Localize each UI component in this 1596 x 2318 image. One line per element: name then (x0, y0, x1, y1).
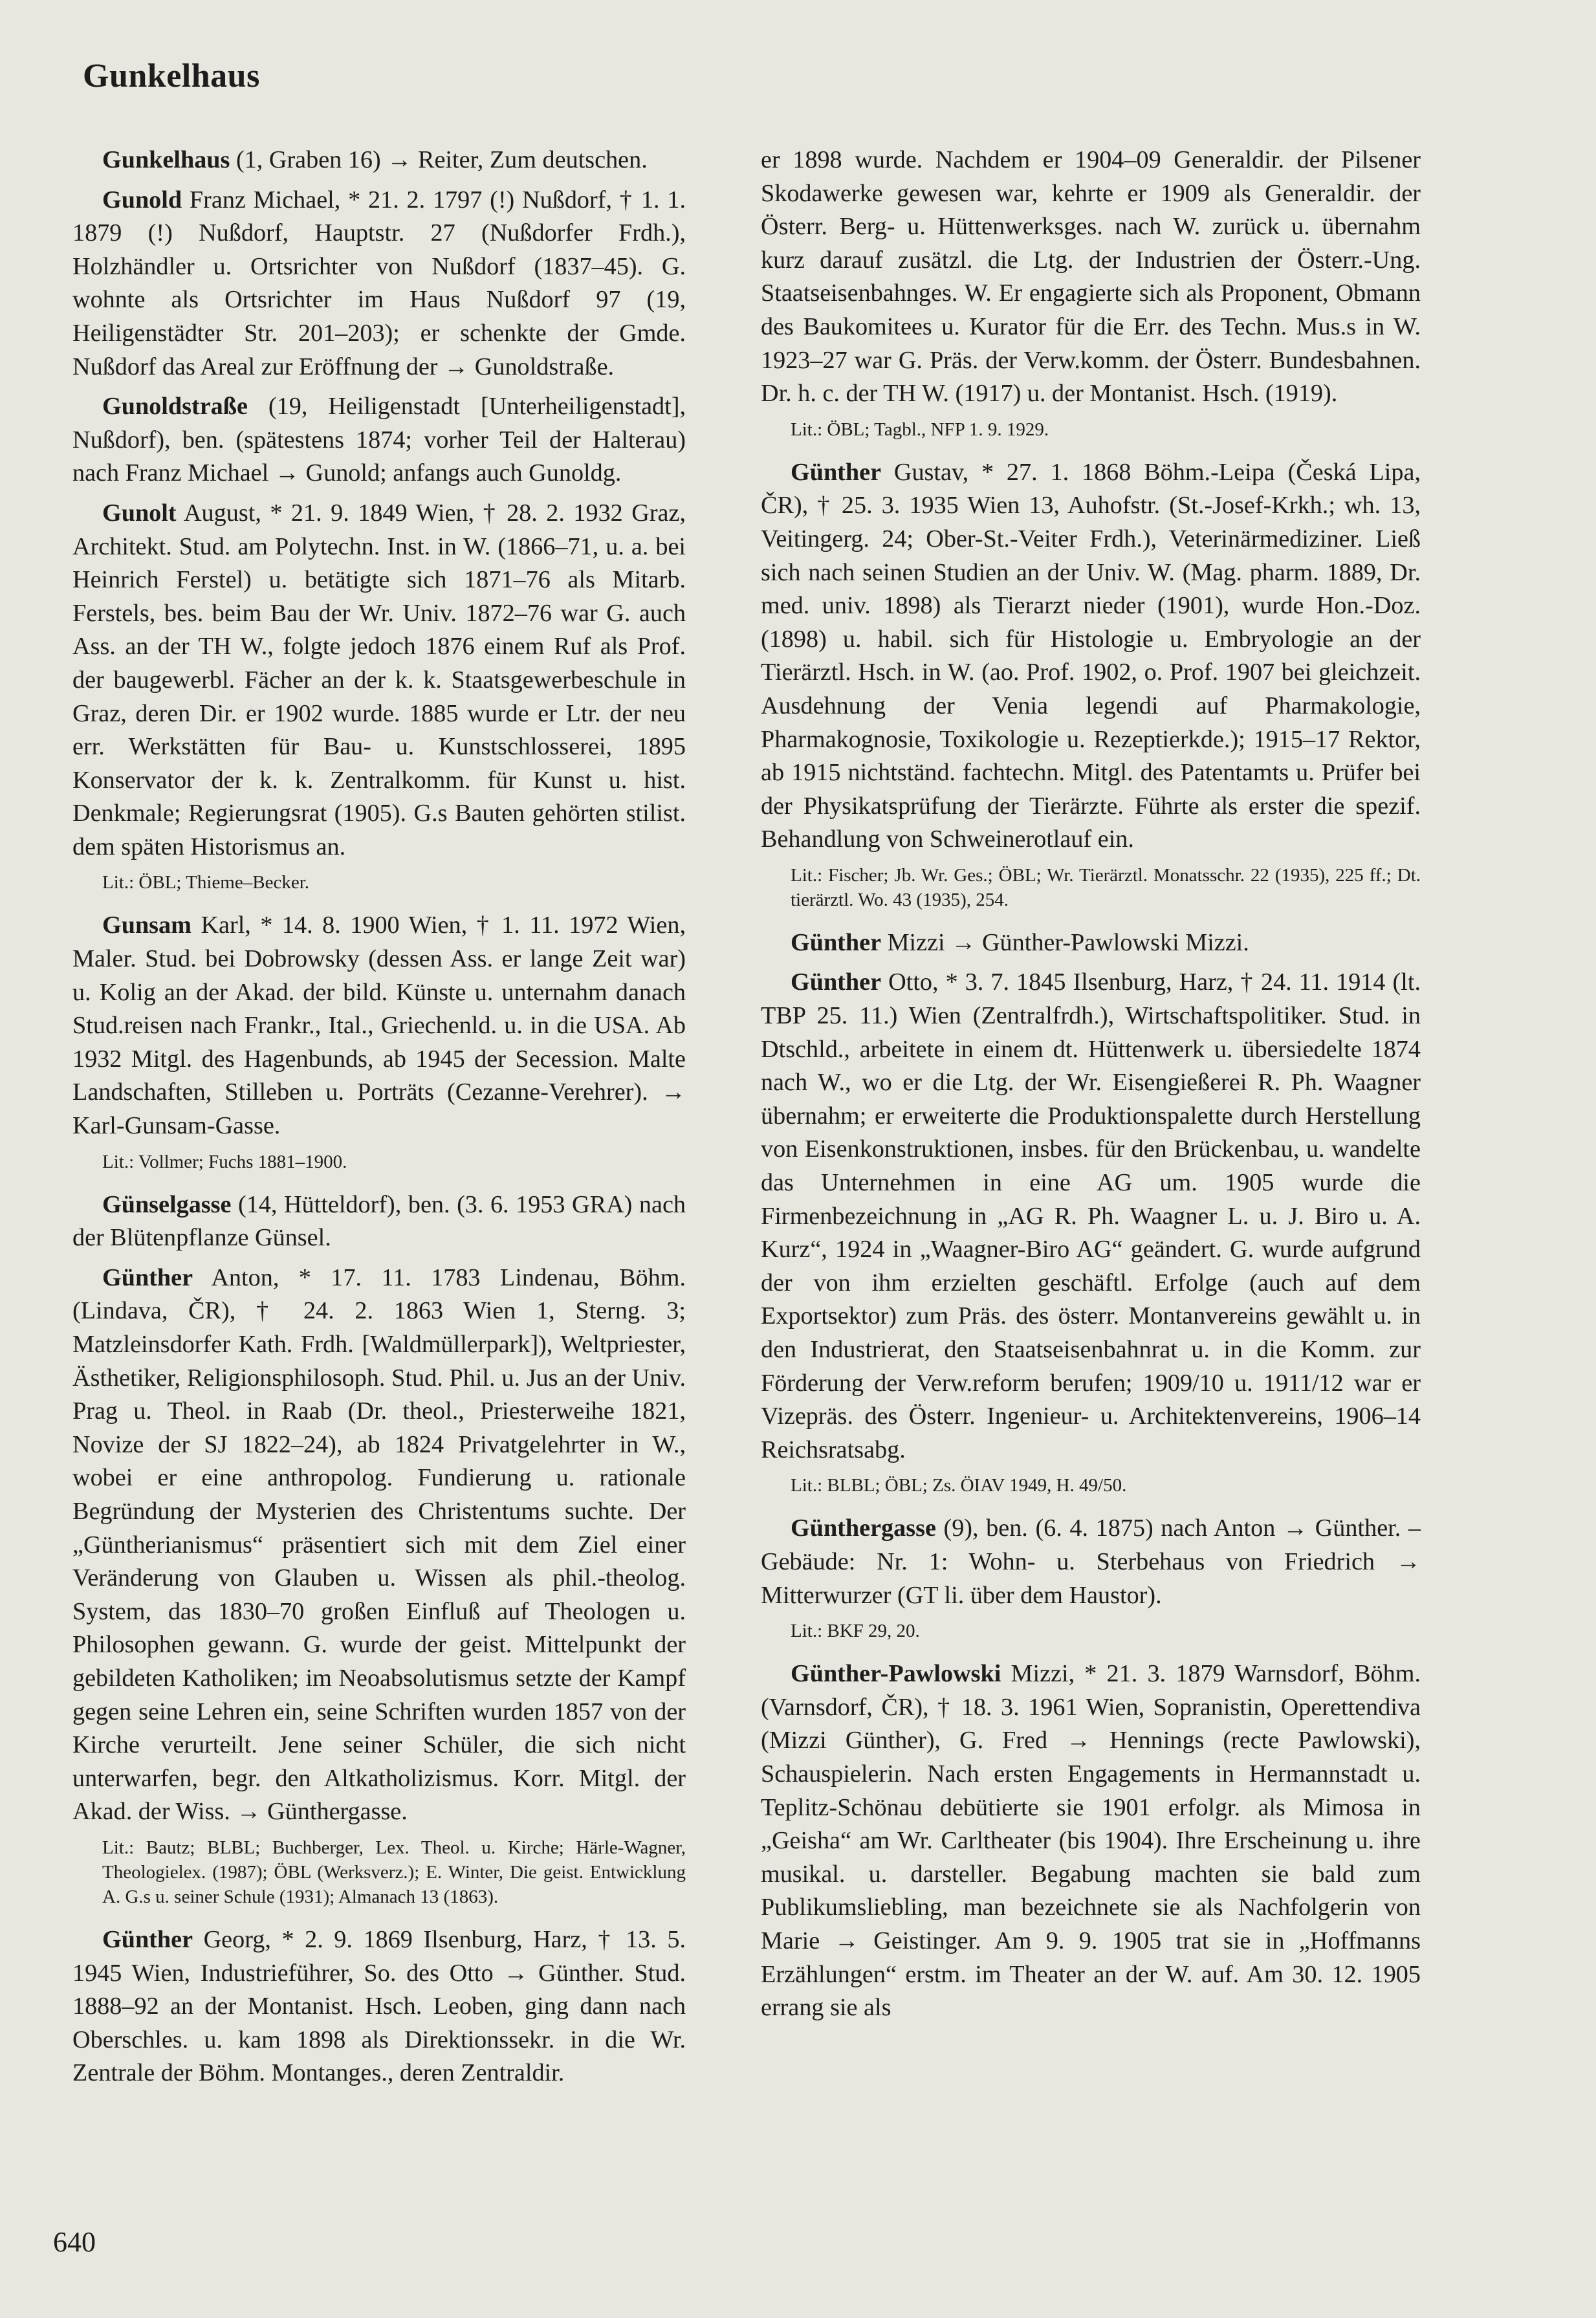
entry-guenther-otto (761, 966, 1421, 1467)
entry-text: Karl, * 14. 8. 1900 Wien, † 1. 11. 1972 Wien, Maler. Stud. bei Dobrowsky (dessen Ass. er lange Zeit war) u. Kolig an der Akad. der bild. Künste u. unternahm danach Stud.reisen nach Frankr., Ital., Griechenld. u. in die USA. Ab 1932 Mitgl. des Hagenbunds, ab 1945 der Secession. Malte Landschaften, Stilleben u. Porträts (Cezanne-Verehrer). → Karl-Gunsam-Gasse. (72, 912, 686, 1140)
entry-guenther-georg (72, 1923, 686, 2090)
entry-guenther-georg-continued (761, 144, 1421, 411)
literature-note: Lit.: Fischer; Jb. Wr. Ges.; ÖBL; Wr. Tierärztl. Monatsschr. 22 (1935), 225 ff.; Dt. tierärztl. Wo. 43 (1935), 254. (791, 864, 1421, 910)
literature-note: Lit.: Bautz; BLBL; Buchberger, Lex. Theol. u. Kirche; Härle-Wagner, Theologielex. (1987); ÖBL (Werksverz.); E. Winter, Die geist. Entwicklung A. G.s u. seiner Schule (1931); Almanach 13 (1863). (102, 1837, 686, 1907)
entry-gunoldstrasse (72, 390, 686, 490)
entry-text: Anton, * 17. 11. 1783 Lindenau, Böhm. (Lindava, ČR), † 24. 2. 1863 Wien 1, Sterng. 3; Matzleinsdorfer Kath. Frdh. [Waldmüllerpark]), Weltpriester, Ästhetiker, Religionsphilosoph. Stud. Phil. u. Jus an der Univ. Prag u. Theol. in Raab (Dr. theol., Priesterweihe 1821, Novize der SJ 1822–24), ab 1824 Privatgelehrter in W., wobei er eine anthropolog. Fundierung u. rationale Begründung der Mysterien des Christentums suchte. Der „Güntherianismus“ präsentiert sich mit dem Ziel einer Veränderung von Glauben u. Wissen als phil.-theolog. System, das 1830–70 großen Einfluß auf Theologen u. Philosophen gewann. G. wurde der geist. Mittelpunkt der gebildeten Katholiken; im Neoabsolutismus setzte der Kampf gegen seine Lehren ein, seine Schriften wurden 1857 von der Kirche verurteilt. Jene seiner Schüler, die sich nicht unterwarfen, begr. den Altkatholizismus. Korr. Mitgl. der Akad. der Wiss. → Günthergasse. (72, 1263, 686, 1826)
entry-text: (1, Graben 16) → Reiter, Zum deutschen. (235, 146, 648, 173)
entry-text: Georg, * 2. 9. 1869 Ilsenburg, Harz, † 13. 5. 1945 Wien, Industrieführer, So. des Otto → Günther. Stud. 1888–92 an der Montanist. Hsch. Leoben, ging dann nach Oberschles. u. kam 1898 als Direktionssekr. in die Wr. Zentrale der Böhm. Montanges., deren Zentraldir. (72, 1925, 686, 2087)
entry-headword: Günther (102, 1263, 193, 1291)
entry-text: Otto, * 3. 7. 1845 Ilsenburg, Harz, † 24. 11. 1914 (lt. TBP 25. 11.) Wien (Zentralfrdh.), Wirtschaftspolitiker. Stud. in Dtschld., arbeitete in einem dt. Hüttenwerk u. übersiedelte 1874 nach W., wo er die Ltg. der Wr. Eisengießerei R. Ph. Waagner übernahm; er erweiterte die Produktionspalette durch Herstellung von Eisenkonstruktionen, insbes. für den Brückenbau, u. wandelte das Unternehmen in eine AG um. 1905 wurde die Firmenbezeichnung in „AG R. Ph. Waagner L. u. J. Biro u. A. Kurz“, 1924 in „Waagner-Biro AG“ geändert. G. wurde aufgrund der von ihm erzielten geschäftl. Erfolge (auch auf dem Exportsektor) zum Präs. des österr. Montanvereins gewählt u. in den Industrierat, den Staatseisenbahnrat u. in die Komm. zur Förderung der Verw.reform berufen; 1909/10 u. 1911/12 war er Vizepräs. des Österr. Ingenieur- u. Architektenvereins, 1906–14 Reichsratsabg. (761, 968, 1421, 1463)
literature-note: Lit.: BKF 29, 20. (791, 1621, 920, 1642)
entry-gunsam (72, 909, 686, 1143)
entry-gunold (72, 184, 686, 384)
entry-headword: Günther (791, 928, 882, 956)
right-column (761, 144, 1421, 2031)
entry-headword: Gunkelhaus (102, 146, 230, 173)
entry-guenther-mizzi (761, 926, 1421, 960)
entry-guenthergasse (761, 1512, 1421, 1612)
entry-headword: Gunsam (102, 912, 191, 939)
entry-text: Gustav, * 27. 1. 1868 Böhm.-Leipa (Česká Lipa, ČR), † 25. 3. 1935 Wien 13, Auhofstr. (St.-Josef-Krkh.; wh. 13, Veitingerg. 24; Ober-St.-Veiter Frdh.), Veterinärmediziner. Ließ sich nach seinen Studien an der Univ. W. (Mag. pharm. 1889, Dr. med. univ. 1898) als Tierarzt nieder (1901), wurde Hon.-Doz. (1898) u. habil. sich für Histologie u. Embryologie an der Tierärztl. Hsch. in W. (ao. Prof. 1902, o. Prof. 1907 bei gleichzeit. Ausdehnung der Venia legendi auf Pharmakologie, Pharmakognosie, Toxikologie u. Rezeptierkde.); 1915–17 Rektor, ab 1915 nichtständ. fachtechn. Mitgl. des Patentamts u. Prüfer bei der Physikatsprüfung der Tierärzte. Führte als erster die spezif. Behandlung von Schweinerotlauf ein. (761, 458, 1421, 853)
entry-guenther-gustav (761, 456, 1421, 857)
entry-headword: Gunoldstraße (102, 393, 248, 421)
page-number: 640 (53, 2226, 96, 2258)
entry-headword: Günther-Pawlowski (791, 1660, 1001, 1688)
entry-text: August, * 21. 9. 1849 Wien, † 28. 2. 1932 Graz, Architekt. Stud. am Polytechn. Inst. in W. (1866–71, u. a. bei Heinrich Ferstel) u. betätigte sich 1871–76 als Mitarb. Ferstels, bes. beim Bau der Wr. Univ. 1872–76 war G. auch Ass. an der TH W., folgte jedoch 1876 einem Ruf als Prof. der baugewerbl. Fächer an der k. k. Staatsgewerbeschule in Graz, deren Dir. er 1902 wurde. 1885 wurde er Ltr. der neu err. Werkstätten für Bau- u. Kunstschlosserei, 1895 Konservator der k. k. Zentralkomm. für Kunst u. hist. Denkmale; Regierungsrat (1905). G.s Bauten gehörten stilist. dem späten Historismus an. (72, 499, 686, 860)
entry-text: Mizzi → Günther-Pawlowski Mizzi. (887, 928, 1249, 956)
literature-note: Lit.: BLBL; ÖBL; Zs. ÖIAV 1949, H. 49/50. (791, 1475, 1127, 1496)
entry-guenther-anton (72, 1262, 686, 1829)
entry-gunolt (72, 497, 686, 864)
entry-headword: Günthergasse (791, 1514, 936, 1542)
entry-headword: Gunold (102, 186, 182, 213)
literature-note: Lit.: ÖBL; Tagbl., NFP 1. 9. 1929. (791, 419, 1049, 440)
entry-text: Mizzi, * 21. 3. 1879 Warnsdorf, Böhm. (Varnsdorf, ČR), † 18. 3. 1961 Wien, Sopranistin, Operettendiva (Mizzi Günther), G. Fred → Hennings (recte Pawlowski), Schauspielerin. Nach ersten Engagements in Hermannstadt u. Teplitz-Schönau debütierte sie 1901 erfolgr. als Mimosa in „Geisha“ am Wr. Carltheater (bis 1904). Ihre Erscheinung u. ihre musikal. u. darsteller. Begabung machten sie bald zum Publikumsliebling, man bezeichnete sie als Nachfolgerin von Marie → Geistinger. Am 9. 9. 1905 trat sie in „Hoffmanns Erzählungen“ erstm. im Theater an der W. auf. Am 30. 12. 1905 errang sie als (761, 1660, 1421, 2022)
entry-text: (19, Heiligenstadt [Unterheiligenstadt], Nußdorf), ben. (spätestens 1874; vorher Teil der Halterau) nach Franz Michael → Gunold; anfangs auch Gunoldg. (72, 393, 686, 487)
entry-gunkelhaus (72, 144, 686, 177)
left-column (72, 144, 686, 2097)
entry-headword: Gunolt (102, 499, 177, 527)
entry-guenselgasse (72, 1188, 686, 1255)
entry-text: er 1898 wurde. Nachdem er 1904–09 Generaldir. der Pilsener Skodawerke gewesen war, kehrte er 1909 als Generaldir. der Österr. Berg- u. Hüttenwerksges. nach W. zurück u. übernahm kurz darauf zusätzl. die Ltg. der Industrien der Österr.-Ung. Staatseisenbahnges. W. Er engagierte sich als Proponent, Obmann des Baukomitees u. Kurator für die Err. des Techn. Mus.s in W. 1923–27 war G. Präs. der Verw.komm. der Österr. Bundesbahnen. Dr. h. c. der TH W. (1917) u. der Montanist. Hsch. (1919). (761, 146, 1421, 408)
entry-text: (9), ben. (6. 4. 1875) nach Anton → Günther. – Gebäude: Nr. 1: Wohn- u. Sterbehaus von Friedrich → Mitterwurzer (GT li. über dem Haustor). (761, 1514, 1421, 1609)
entry-text: (14, Hütteldorf), ben. (3. 6. 1953 GRA) nach der Blütenpflanze Günsel. (72, 1190, 686, 1252)
entry-guenther-pawlowski (761, 1657, 1421, 2025)
entry-headword: Günther (791, 458, 882, 486)
entry-text: Franz Michael, * 21. 2. 1797 (!) Nußdorf, † 1. 1. 1879 (!) Nußdorf, Hauptstr. 27 (Nußdorfer Frdh.), Holzhändler u. Ortsrichter von Nußdorf (1837–45). G. wohnte als Ortsrichter im Haus Nußdorf 97 (19, Heiligenstädter Str. 201–203); er schenkte der Gmde. Nußdorf das Areal zur Eröffnung der → Gunoldstraße. (72, 186, 686, 380)
entry-headword: Günselgasse (102, 1190, 232, 1218)
literature-note: Lit.: ÖBL; Thieme–Becker. (102, 872, 310, 893)
entry-headword: Günther (791, 968, 882, 996)
literature-note: Lit.: Vollmer; Fuchs 1881–1900. (102, 1151, 347, 1172)
entry-headword: Günther (102, 1925, 193, 1953)
page-header: Gunkelhaus (83, 58, 260, 94)
